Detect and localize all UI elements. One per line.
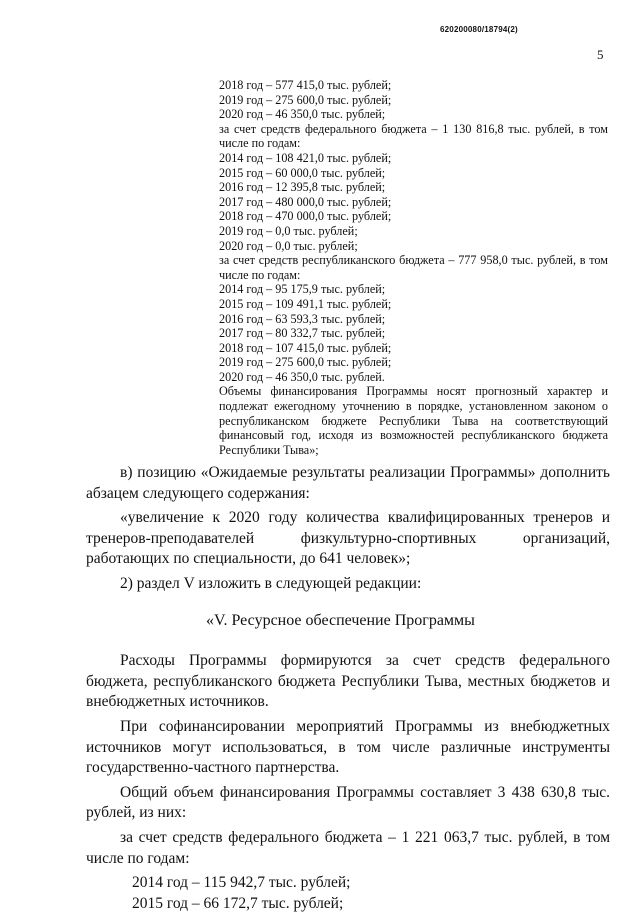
document-body [86, 463, 610, 914]
year-line: 2019 год – 0,0 тыс. рублей; [219, 223, 358, 238]
paragraph: 2) раздел V изложить в следующей редакции: [120, 574, 422, 592]
year-line: 2018 год – 470 000,0 тыс. рублей; [219, 209, 392, 224]
paragraph: за счет средств федерального бюджета – 1 221 063,7 тыс. рублей, в том числе по годам: [86, 828, 610, 867]
document-id: 620200080/18794(2) [440, 25, 518, 34]
year-line: 2020 год – 0,0 тыс. рублей; [219, 238, 358, 253]
year-line: 2017 год – 80 332,7 тыс. рублей; [219, 326, 386, 341]
financing-note: Объемы финансирования Программы носят прогнозный характер и подлежат ежегодному уточнению в порядке, установленном законом о республиканском бюджете Республики Тыва на соответствующий финансовый год, исходя из возможностей республиканского бюджета Республики Тыва»; [219, 384, 608, 457]
year-line: 2017 год – 480 000,0 тыс. рублей; [219, 194, 392, 209]
section-heading: «V. Ресурсное обеспечение Программы [206, 611, 475, 629]
year-line: 2019 год – 275 600,0 тыс. рублей; [219, 92, 392, 107]
year-line: 2016 год – 63 593,3 тыс. рублей; [219, 311, 386, 326]
year-line: 2014 год – 115 942,7 тыс. рублей; [132, 874, 351, 892]
year-line: 2016 год – 12 395,8 тыс. рублей; [219, 180, 386, 195]
year-line: 2015 год – 60 000,0 тыс. рублей; [219, 165, 386, 180]
paragraph: При софинансировании мероприятий Программы из внебюджетных источников могут использоваться, в том числе различные инструменты государственно-частного партнерства. [86, 717, 610, 777]
year-line: 2018 год – 577 415,0 тыс. рублей; [219, 78, 392, 92]
paragraph: Общий объем финансирования Программы составляет 3 438 630,8 тыс. рублей, из них: [86, 783, 610, 822]
year-line: 2015 год – 66 172,7 тыс. рублей; [132, 894, 344, 912]
republic-budget-intro: за счет средств республиканского бюджета – 777 958,0 тыс. рублей, в том числе по годам: [219, 253, 608, 282]
year-line: 2014 год – 108 421,0 тыс. рублей; [219, 150, 392, 165]
paragraph: Расходы Программы формируются за счет средств федерального бюджета, республиканского бюджета Республики Тыва, местных бюджетов и внебюджетных источников. [86, 652, 610, 711]
year-line: 2014 год – 95 175,9 тыс. рублей; [219, 282, 386, 297]
year-line: 2019 год – 275 600,0 тыс. рублей; [219, 355, 392, 370]
financing-table-cell [219, 78, 608, 457]
paragraph: «увеличение к 2020 году количества квалифицированных тренеров и тренеров-преподавателей физкультурно-спортивных организаций, работающих по специальности, до 641 человек»; [86, 509, 610, 568]
year-line: 2020 год – 46 350,0 тыс. рублей; [219, 107, 386, 122]
year-line: 2020 год – 46 350,0 тыс. рублей. [219, 369, 385, 384]
year-line: 2018 год – 107 415,0 тыс. рублей; [219, 340, 392, 355]
page-number: 5 [597, 47, 604, 62]
federal-budget-intro: за счет средств федерального бюджета – 1 130 816,8 тыс. рублей, в том числе по годам: [219, 121, 608, 151]
year-line: 2015 год – 109 491,1 тыс. рублей; [219, 296, 392, 311]
paragraph: в) позицию «Ожидаемые результаты реализации Программы» дополнить абзацем следующего содержания: [86, 464, 610, 502]
